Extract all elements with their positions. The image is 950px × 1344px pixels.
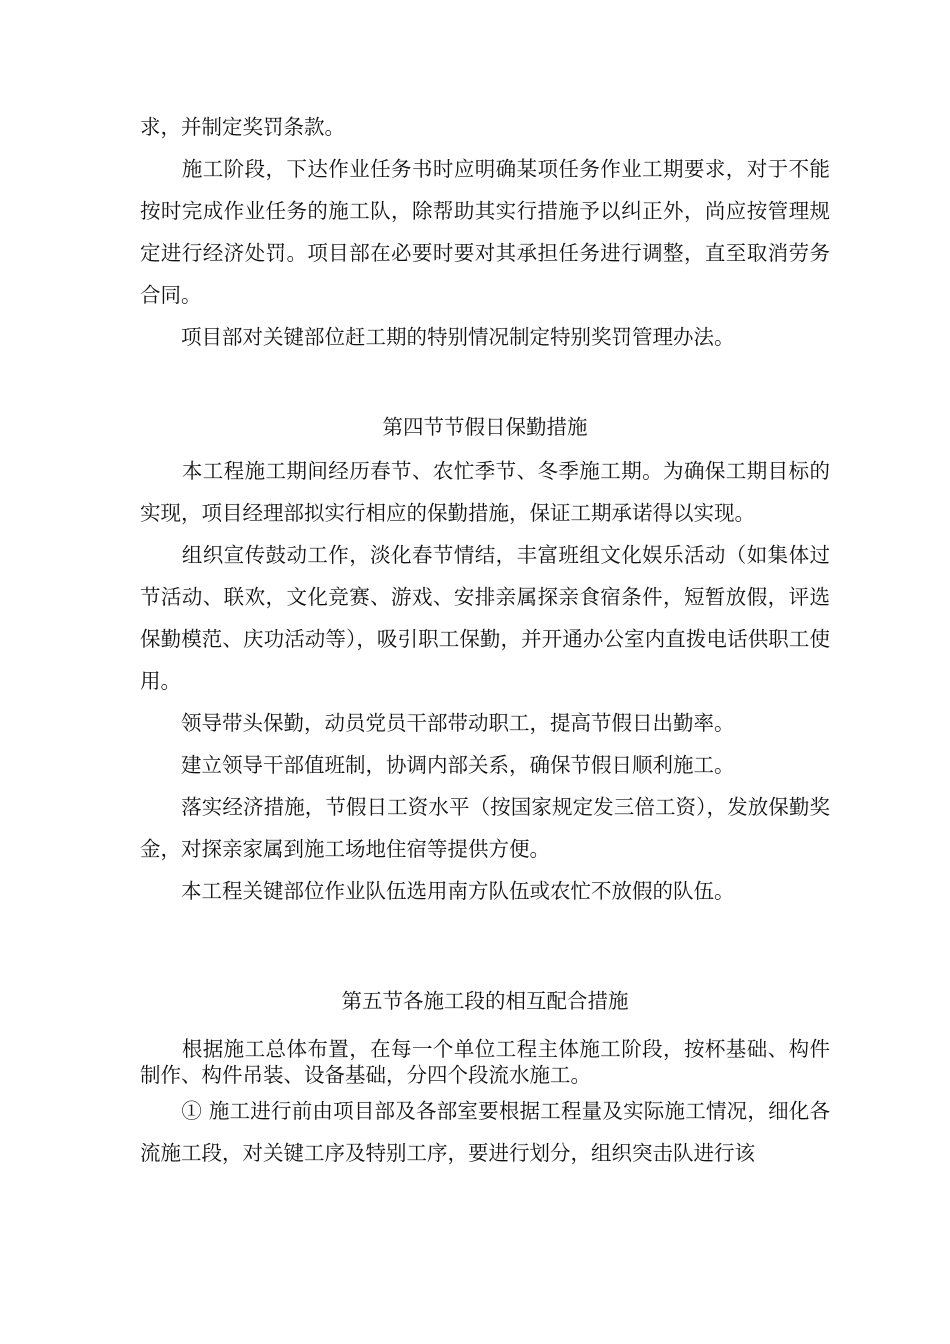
paragraph-special-rewards: 项目部对关键部位赶工期的特别情况制定特别奖罚管理办法。 (140, 325, 735, 349)
paragraph-construction-phase: 施工阶段，下达作业任务书时应明确某项任务作业工期要求，对于不能按时完成作业任务的施工队，除帮助其实行措施予以纠正外，尚应按管理规定进行经济处罚。项目部在必要时要对其承担任务进行调整，直至取消劳务合同。 (140, 157, 830, 307)
paragraph-economic-measures: 落实经济措施，节假日工资水平（按国家规定发三倍工资），发放保勤奖金，对探亲家属到施工场地住宿等提供方便。 (140, 795, 830, 861)
section-heading-4: 第四节节假日保勤措施 (382, 415, 588, 439)
paragraph-continuation: 求，并制定奖罚条款。 (140, 115, 345, 139)
paragraph-flow-construction: 根据施工总体布置，在每一个单位工程主体施工阶段，按杯基础、构件制作、构件吊装、设备基础，分四个段流水施工。 (140, 1037, 830, 1087)
paragraph-team-selection: 本工程关键部位作业队伍选用南方队伍或农忙不放假的队伍。 (140, 879, 735, 903)
paragraph-leaders-lead: 领导带头保勤，动员党员干部带动职工，提高节假日出勤率。 (140, 711, 735, 735)
paragraph-duty-system: 建立领导干部值班制，协调内部关系，确保节假日顺利施工。 (140, 753, 735, 777)
paragraph-propaganda: 组织宣传鼓动工作，淡化春节情结，丰富班组文化娱乐活动（如集体过节活动、联欢，文化竞赛、游戏、安排亲属探亲食宿条件，短暂放假，评选保勤模范、庆功活动等），吸引职工保勤，并开通办公室内直拨电话供职工使用。 (140, 543, 830, 693)
paragraph-holiday-overview: 本工程施工期间经历春节、农忙季节、冬季施工期。为确保工期目标的实现，项目经理部拟实行相应的保勤措施，保证工期承诺得以实现。 (140, 459, 830, 525)
paragraph-item-1: ① 施工进行前由项目部及各部室要根据工程量及实际施工情况，细化各流施工段，对关键工序及特别工序，要进行划分，组织突击队进行该 (140, 1099, 830, 1165)
section-heading-5: 第五节各施工段的相互配合措施 (341, 989, 629, 1013)
